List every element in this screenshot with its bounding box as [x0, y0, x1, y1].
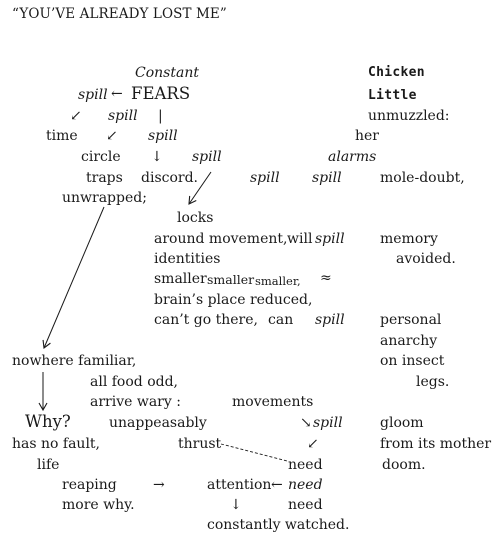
- dashed-line-thrust-to-need: [221, 444, 287, 461]
- word-locks: locks: [177, 210, 214, 226]
- word-avoided: avoided.: [396, 251, 456, 267]
- word-movements: movements: [232, 394, 314, 410]
- word-can: can: [268, 312, 294, 328]
- word-cant-go: can’t go there,: [154, 312, 258, 328]
- word-her: her: [355, 128, 379, 144]
- word-chicken: Chicken: [368, 65, 425, 80]
- word-has-no-fault: has no fault,: [12, 436, 100, 452]
- word-thrust: thrust: [178, 436, 222, 452]
- word-fears: FEARS: [131, 84, 191, 103]
- word-personal: personal: [380, 312, 442, 328]
- word-all-food: all food odd,: [90, 374, 179, 390]
- word-spill-7: spill: [315, 231, 345, 247]
- arrow-sw-3: ↙: [307, 436, 319, 452]
- word-spill-8: spill: [315, 312, 345, 328]
- word-doom: doom.: [382, 457, 426, 473]
- word-need-2: need: [288, 477, 323, 493]
- word-spill-6: spill: [312, 170, 342, 186]
- word-unwrapped: unwrapped;: [62, 190, 147, 206]
- arrow-se-1: ↘: [300, 415, 312, 431]
- arrow-line-spill-to-locks: [189, 172, 211, 204]
- word-from-mother: from its mother: [380, 436, 492, 452]
- squiggle-mark: ≈: [320, 270, 332, 286]
- word-discord: discord.: [141, 170, 198, 186]
- word-need-1: need: [288, 457, 323, 473]
- word-traps: traps: [86, 170, 123, 186]
- word-smaller-3: smaller,: [255, 274, 301, 288]
- word-need-3: need: [288, 497, 323, 513]
- word-little: Little: [368, 88, 417, 103]
- arrow-down-2: ↓: [230, 497, 242, 513]
- word-constantly-watched: constantly watched.: [207, 517, 350, 533]
- word-arrive-wary: arrive wary :: [90, 394, 181, 410]
- word-spill-9: spill: [313, 415, 343, 431]
- word-nowhere: nowhere familiar,: [12, 353, 137, 369]
- arrow-line-unwrapped-to-nowhere: [44, 207, 104, 348]
- word-alarms: alarms: [328, 149, 377, 165]
- word-smaller-2: smaller: [207, 272, 255, 287]
- word-spill-3: spill: [148, 128, 178, 144]
- word-time: time: [46, 128, 78, 144]
- word-mole-doubt: mole-doubt,: [380, 170, 465, 186]
- arrow-sw-1: ↙: [70, 108, 82, 124]
- word-will: will: [287, 231, 313, 247]
- word-reaping: reaping: [62, 477, 117, 493]
- word-unmuzzled: unmuzzled:: [368, 108, 450, 124]
- word-spill-4: spill: [192, 149, 222, 165]
- word-around-movement: around movement,: [154, 231, 288, 247]
- word-spill-5: spill: [250, 170, 280, 186]
- word-gloom: gloom: [380, 415, 424, 431]
- word-attention: attention: [207, 477, 272, 493]
- arrow-sw-2: ↙: [106, 128, 118, 144]
- arrow-down-1: ↓: [151, 149, 163, 165]
- arrow-left-1: ←: [111, 86, 123, 102]
- word-brains-place: brain’s place reduced,: [154, 292, 313, 308]
- word-spill-2: spill: [108, 108, 138, 124]
- word-legs: legs.: [416, 374, 450, 390]
- word-unappeasably: unappeasably: [109, 415, 207, 431]
- word-constant: Constant: [135, 65, 199, 81]
- word-why: Why?: [25, 412, 71, 431]
- word-anarchy: anarchy: [380, 333, 438, 349]
- word-more-why: more why.: [62, 497, 135, 513]
- word-smaller-1: smaller: [154, 271, 207, 287]
- poem-title: “YOU’VE ALREADY LOST ME”: [12, 6, 227, 22]
- bar-mark: |: [158, 108, 163, 124]
- word-identities: identities: [154, 251, 221, 267]
- word-spill-1: spill: [78, 87, 108, 103]
- word-circle: circle: [81, 149, 121, 165]
- arrow-right-1: →: [153, 477, 165, 493]
- arrow-left-2: ←: [271, 477, 283, 493]
- word-memory: memory: [380, 231, 438, 247]
- word-on-insect: on insect: [380, 353, 445, 369]
- word-life: life: [37, 457, 60, 473]
